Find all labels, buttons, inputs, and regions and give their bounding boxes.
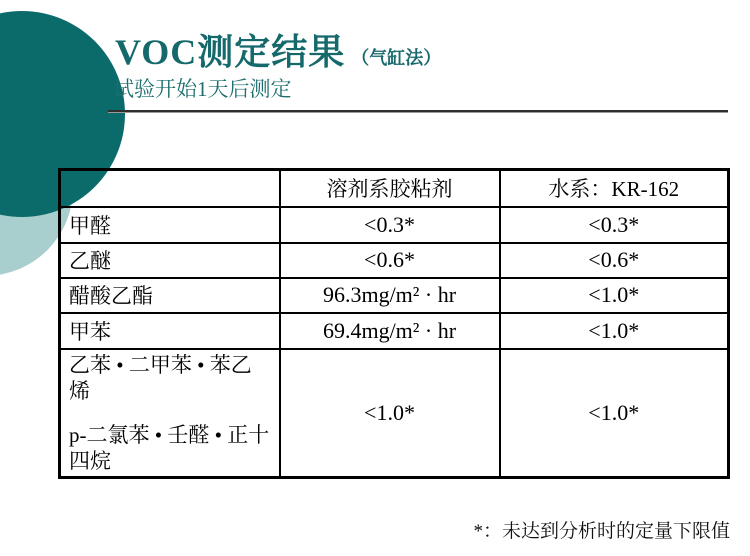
page-title: VOC测定结果	[115, 32, 346, 72]
solvent-value: <0.6*	[280, 243, 500, 278]
table-row	[60, 313, 729, 349]
solvent-value: 96.3mg/m² · hr	[280, 278, 500, 313]
table-row	[60, 349, 729, 478]
footnote: *：未达到分析时的定量下限值	[473, 521, 730, 542]
table-header-row	[60, 170, 729, 207]
water-value: <1.0*	[500, 349, 729, 478]
water-value: <1.0*	[500, 278, 729, 313]
page-title-suffix: （气缸法）	[351, 48, 442, 68]
row-label: 甲苯	[60, 313, 280, 349]
col-header-solvent: 溶剂系胶粘剂	[280, 170, 500, 207]
row-label-multi	[60, 349, 280, 478]
table-row	[60, 278, 729, 313]
voc-results-table	[58, 168, 730, 479]
water-value: <0.6*	[500, 243, 729, 278]
page-subtitle: 试验开始1天后测定	[113, 77, 292, 101]
voc-results-table-wrap	[58, 168, 730, 479]
col-header-substance	[60, 170, 280, 207]
row-label: 甲醛	[60, 207, 280, 243]
row-label-line2: p-二氯苯 • 壬醛 • 正十四烷	[69, 422, 270, 473]
solvent-value: 69.4mg/m² · hr	[280, 313, 500, 349]
title-row	[115, 24, 441, 75]
table-row	[60, 243, 729, 278]
row-label: 乙醚	[60, 243, 280, 278]
table-row	[60, 207, 729, 243]
solvent-value: <1.0*	[280, 349, 500, 478]
row-label: 醋酸乙酯	[60, 278, 280, 313]
water-value: <1.0*	[500, 313, 729, 349]
solvent-value: <0.3*	[280, 207, 500, 243]
water-value: <0.3*	[500, 207, 729, 243]
row-label-line1: 乙苯 • 二甲苯 • 苯乙烯	[69, 352, 252, 403]
title-underline	[108, 110, 728, 113]
col-header-water: 水系：KR-162	[500, 170, 729, 207]
